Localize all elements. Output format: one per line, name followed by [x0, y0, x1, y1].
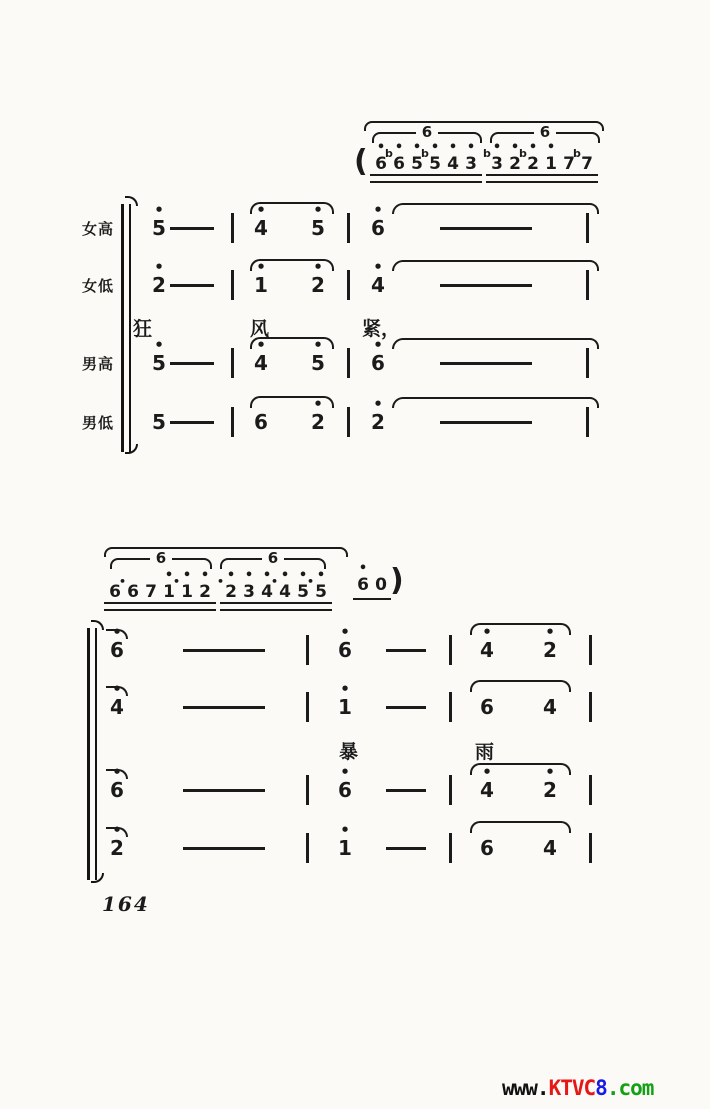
note-number: 5	[152, 410, 166, 434]
octave-dot: •	[340, 680, 350, 698]
octave-dot: •	[545, 763, 555, 781]
octave-dot: •	[112, 821, 122, 839]
eighth-beam	[353, 598, 391, 600]
run2-notes	[106, 568, 330, 603]
note-number: 3	[465, 154, 477, 174]
octave-dot: •	[373, 336, 383, 354]
run-note	[307, 568, 330, 603]
note	[248, 409, 274, 435]
note-number: 2	[543, 778, 557, 802]
note	[474, 623, 500, 663]
duration-dash	[170, 227, 214, 230]
tie-to-next-system	[392, 338, 599, 349]
slur	[470, 680, 571, 692]
note-number: 4	[371, 273, 385, 297]
tuplet-bracket	[490, 123, 600, 141]
watermark-www: www.	[502, 1076, 549, 1100]
octave-dot: •	[164, 568, 174, 583]
note-number: 6	[357, 575, 369, 595]
note-number: 1	[163, 582, 175, 602]
octave-dot: •	[528, 140, 538, 155]
note-number: 4	[254, 216, 268, 240]
note	[537, 694, 563, 720]
note-number: 6	[254, 410, 268, 434]
octave-dot: •	[373, 395, 383, 413]
tuplet-bracket-left	[110, 558, 150, 569]
octave-dot: •	[376, 140, 386, 155]
note	[474, 835, 500, 861]
run-note	[542, 140, 560, 175]
note-number: 4	[254, 351, 268, 375]
sixteenth-beam	[104, 602, 216, 611]
run-note	[519, 140, 542, 175]
note-number: 6	[480, 695, 494, 719]
octave-dot: •	[492, 140, 502, 155]
note-number: 4	[480, 638, 494, 662]
note	[146, 336, 172, 376]
octave-dot: •	[256, 258, 266, 276]
lyric-word: 雨	[475, 741, 495, 763]
octave-dot: •	[154, 201, 164, 219]
barline	[306, 833, 309, 863]
note-number: 6	[393, 154, 405, 174]
duration-dash	[170, 421, 214, 424]
note	[305, 395, 331, 435]
barline	[449, 775, 452, 805]
note	[146, 258, 172, 298]
flat-accidental: b	[573, 147, 581, 160]
octave-dot: •	[430, 140, 440, 155]
note-number: 2	[371, 410, 385, 434]
run-note	[573, 147, 596, 175]
octave-dot: •	[112, 763, 122, 781]
note-number: 7	[563, 154, 575, 174]
note-number: 6	[480, 836, 494, 860]
note-number: 5	[297, 582, 309, 602]
octave-dot: •	[545, 623, 555, 641]
note-number: 6	[127, 582, 139, 602]
note	[305, 201, 331, 241]
watermark-com: .com	[606, 1076, 654, 1100]
note	[104, 821, 130, 861]
duration-dash	[440, 284, 532, 287]
note	[305, 336, 331, 376]
octave-dot: •	[358, 561, 368, 576]
octave-dot: •	[546, 140, 556, 155]
note-number: 2	[152, 273, 166, 297]
note	[104, 623, 130, 663]
octave-dot: •	[373, 201, 383, 219]
octave-dot: •	[340, 623, 350, 641]
note	[104, 763, 130, 803]
voice-label-soprano: 女高	[82, 220, 115, 238]
note-number: 5	[315, 582, 327, 602]
barline	[586, 213, 589, 243]
duration-dash	[183, 789, 265, 792]
note-number: 4	[261, 582, 273, 602]
sextuplet-group	[372, 140, 480, 175]
run-note	[240, 568, 258, 603]
phrase-slur	[104, 547, 348, 557]
octave-dot: •	[112, 680, 122, 698]
tuplet-number: 6	[539, 123, 551, 141]
note	[248, 336, 274, 376]
tuplet-bracket-right	[556, 132, 600, 143]
octave-dot: •	[340, 763, 350, 781]
octave-dot: •	[298, 568, 308, 583]
note-number: 1	[181, 582, 193, 602]
octave-dot: •	[313, 258, 323, 276]
run-note	[142, 581, 160, 603]
phrase-slur	[364, 121, 604, 131]
octave-dot: •	[112, 623, 122, 641]
note	[537, 763, 563, 803]
note-number: 4	[480, 778, 494, 802]
run-note	[421, 140, 444, 175]
barline	[231, 348, 234, 378]
octave-dot: •	[482, 763, 492, 781]
sixteenth-beam	[486, 174, 598, 183]
note-number: 2	[110, 836, 124, 860]
octave-dot: •	[182, 568, 192, 583]
run-note	[217, 568, 240, 603]
note-number: 5	[152, 216, 166, 240]
octave-dot: •	[154, 336, 164, 354]
barline	[589, 692, 592, 722]
octave-dot: •	[226, 568, 236, 583]
tuplet-bracket	[220, 549, 326, 567]
octave-dot: •	[373, 258, 383, 276]
octave-dot: •	[280, 568, 290, 583]
duration-dash	[170, 284, 214, 287]
note-number: 6	[371, 351, 385, 375]
barline	[306, 692, 309, 722]
note	[537, 623, 563, 663]
open-paren: (	[354, 144, 368, 179]
note-number: 6	[110, 778, 124, 802]
barline	[449, 692, 452, 722]
barline	[589, 635, 592, 665]
tuplet-number: 6	[155, 549, 167, 567]
flat-accidental: b	[483, 147, 491, 160]
slur	[470, 821, 571, 833]
note	[248, 201, 274, 241]
barline	[347, 407, 350, 437]
tuplet-number: 6	[421, 123, 433, 141]
note-number: 6	[338, 778, 352, 802]
close-paren: )	[390, 563, 404, 598]
barline	[586, 348, 589, 378]
sixteenth-beam	[370, 174, 482, 183]
run1-notes	[372, 140, 596, 175]
duration-dash	[386, 789, 426, 792]
octave-dot: •	[256, 336, 266, 354]
system-barline-top-hook	[91, 620, 104, 630]
system-barline-top-hook	[125, 196, 138, 206]
lyric-word: 紧，	[362, 318, 401, 340]
tuplet-bracket	[110, 549, 212, 567]
note	[332, 680, 358, 720]
run2-tail	[354, 561, 390, 596]
note-number: 4	[110, 695, 124, 719]
octave-dot: •	[412, 140, 422, 155]
note-number: 1	[338, 836, 352, 860]
octave-dot: •	[313, 201, 323, 219]
watermark-ktvc: KTVC	[548, 1076, 596, 1100]
note	[332, 821, 358, 861]
voice-label-tenor: 男高	[82, 355, 115, 373]
octave-dot: •	[316, 568, 326, 583]
sharp-accidental: •	[217, 575, 225, 588]
run-note	[444, 140, 462, 175]
note	[365, 395, 391, 435]
voice-label-bass: 男低	[82, 414, 115, 432]
run-note	[462, 140, 480, 175]
octave-dot: •	[313, 395, 323, 413]
note-number: 5	[311, 351, 325, 375]
duration-dash	[183, 649, 265, 652]
lyric-word: 狂	[133, 318, 153, 340]
note-number: 3	[491, 154, 503, 174]
note-number: 4	[543, 695, 557, 719]
barline	[347, 270, 350, 300]
note-number: 2	[527, 154, 539, 174]
sextuplet-group	[106, 568, 214, 603]
note-number: 6	[338, 638, 352, 662]
note-number: 5	[152, 351, 166, 375]
octave-dot: •	[244, 568, 254, 583]
octave-dot: •	[448, 140, 458, 155]
lyric-word: 暴	[339, 741, 359, 763]
watermark	[502, 1076, 653, 1100]
note-number: 5	[311, 216, 325, 240]
tie-to-next-system	[392, 397, 599, 408]
duration-dash	[386, 847, 426, 850]
tuplet-number: 6	[267, 549, 279, 567]
sextuplet-group	[483, 140, 596, 175]
system-barline-bottom-hook	[91, 873, 104, 883]
note-number: 1	[254, 273, 268, 297]
duration-dash	[386, 649, 426, 652]
tuplet-bracket-right	[438, 132, 482, 143]
note-number: 5	[411, 154, 423, 174]
run-note	[119, 575, 142, 603]
note	[104, 680, 130, 720]
barline	[589, 775, 592, 805]
duration-dash	[183, 847, 265, 850]
duration-dash	[440, 227, 532, 230]
note	[365, 201, 391, 241]
note	[305, 258, 331, 298]
note-number: 1	[545, 154, 557, 174]
run-note	[354, 561, 372, 596]
barline	[306, 635, 309, 665]
note	[537, 835, 563, 861]
sharp-accidental: •	[119, 575, 127, 588]
note	[365, 336, 391, 376]
note	[365, 258, 391, 298]
barline	[449, 635, 452, 665]
tie-to-next-system	[392, 203, 599, 214]
barline	[347, 213, 350, 243]
octave-dot: •	[394, 140, 404, 155]
run-note	[196, 568, 214, 603]
sixteenth-beam	[220, 602, 332, 611]
note-number: 2	[225, 582, 237, 602]
note	[146, 409, 172, 435]
barline	[231, 213, 234, 243]
run-note	[271, 568, 294, 603]
barline	[231, 270, 234, 300]
note	[332, 623, 358, 663]
note-number: 4	[447, 154, 459, 174]
barline	[231, 407, 234, 437]
note	[474, 694, 500, 720]
octave-dot: •	[482, 623, 492, 641]
note-number: 4	[543, 836, 557, 860]
barline	[449, 833, 452, 863]
barline	[586, 270, 589, 300]
note-number: 2	[509, 154, 521, 174]
octave-dot: •	[200, 568, 210, 583]
octave-dot: •	[154, 258, 164, 276]
octave-dot: •	[510, 140, 520, 155]
note-number: 6	[375, 154, 387, 174]
system-barline	[87, 628, 97, 880]
flat-accidental: b	[421, 147, 429, 160]
octave-dot: •	[313, 336, 323, 354]
note-number: 7	[145, 582, 157, 602]
duration-dash	[440, 362, 532, 365]
octave-dot: •	[256, 201, 266, 219]
note-number: 7	[581, 154, 593, 174]
barline	[306, 775, 309, 805]
tuplet-bracket	[372, 123, 482, 141]
sharp-accidental: •	[271, 575, 279, 588]
barline	[347, 348, 350, 378]
duration-dash	[183, 706, 265, 709]
note-number: 6	[110, 638, 124, 662]
run-note	[483, 140, 506, 175]
note-number: 1	[338, 695, 352, 719]
duration-dash	[440, 421, 532, 424]
rest	[372, 574, 390, 596]
sextuplet-group	[217, 568, 330, 603]
note-number: 2	[543, 638, 557, 662]
octave-dot: •	[340, 821, 350, 839]
note-number: 2	[199, 582, 211, 602]
barline	[586, 407, 589, 437]
note-number: 5	[429, 154, 441, 174]
system-barline-bottom-hook	[125, 444, 138, 454]
note	[332, 763, 358, 803]
run-note	[385, 140, 408, 175]
voice-label-alto: 女低	[82, 277, 115, 295]
duration-dash	[386, 706, 426, 709]
note-number: 2	[311, 410, 325, 434]
duration-dash	[170, 362, 214, 365]
system-barline	[121, 204, 131, 452]
barline	[589, 833, 592, 863]
run-note	[173, 568, 196, 603]
sharp-accidental: •	[307, 575, 315, 588]
lyric-word: 风	[250, 318, 270, 340]
octave-dot: •	[466, 140, 476, 155]
sharp-accidental: •	[173, 575, 181, 588]
note-number: 2	[311, 273, 325, 297]
octave-dot: •	[262, 568, 272, 583]
note	[248, 258, 274, 298]
note-number: 4	[279, 582, 291, 602]
flat-accidental: b	[385, 147, 393, 160]
note	[146, 201, 172, 241]
page-number: 164	[102, 892, 150, 916]
watermark-8: 8	[595, 1076, 607, 1100]
note-number: 6	[109, 582, 121, 602]
note-number: 3	[243, 582, 255, 602]
flat-accidental: b	[519, 147, 527, 160]
tie-to-next-system	[392, 260, 599, 271]
note	[474, 763, 500, 803]
rest-number: 0	[375, 575, 387, 595]
note-number: 6	[371, 216, 385, 240]
